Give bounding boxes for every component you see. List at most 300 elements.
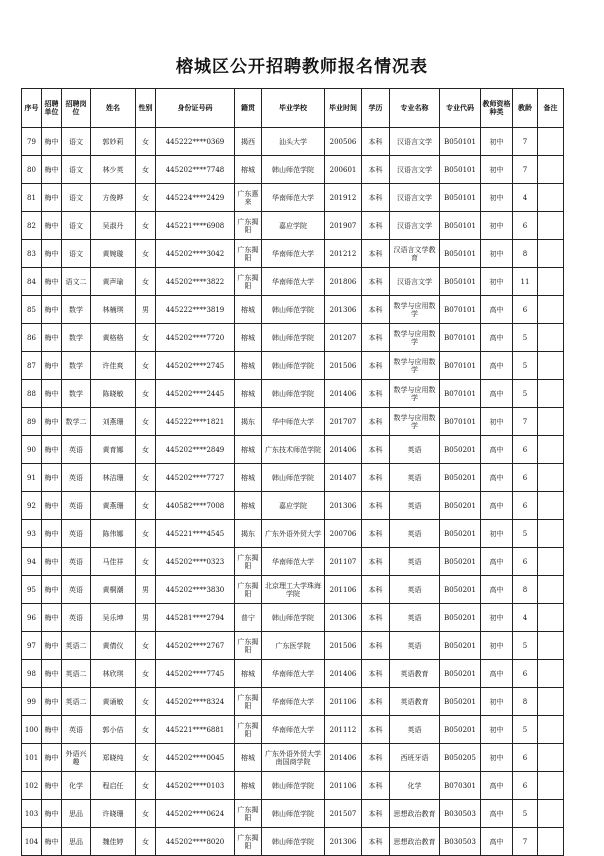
table-cell: 梅中 — [42, 604, 62, 632]
table-cell: 本科 — [362, 520, 390, 548]
table-cell: 6 — [513, 548, 538, 576]
table-cell: 445202****7745 — [156, 660, 235, 688]
table-cell: 201207 — [325, 324, 362, 352]
table-cell — [538, 800, 564, 828]
table-cell: 5 — [513, 520, 538, 548]
table-cell: 高中 — [481, 772, 513, 800]
table-cell: 本科 — [362, 744, 390, 772]
table-cell: 本科 — [362, 632, 390, 660]
table-cell: 97 — [22, 632, 42, 660]
table-cell: 女 — [136, 744, 156, 772]
table-cell: 82 — [22, 212, 42, 240]
table-row — [22, 800, 564, 828]
table-cell: 5 — [513, 324, 538, 352]
table-cell: 嘉应学院 — [262, 212, 325, 240]
table-cell: 黄诵敏 — [91, 688, 136, 716]
table-cell: 高中 — [481, 324, 513, 352]
table-cell: 初中 — [481, 212, 513, 240]
table-cell: 广东外语外贸大学南国商学院 — [262, 744, 325, 772]
table-cell: 梅中 — [42, 632, 62, 660]
table-cell: 英语教育 — [390, 688, 440, 716]
table-cell: 数学与应用数学 — [390, 380, 440, 408]
table-cell: 201806 — [325, 268, 362, 296]
table-cell: 本科 — [362, 492, 390, 520]
table-cell: 98 — [22, 660, 42, 688]
table-cell: 84 — [22, 268, 42, 296]
table-cell: B050201 — [440, 660, 481, 688]
table-row — [22, 156, 564, 184]
table-cell: 广东揭阳 — [235, 688, 262, 716]
table-cell: 林洁珊 — [91, 464, 136, 492]
table-cell: 高中 — [481, 576, 513, 604]
table-cell: 语文 — [62, 184, 91, 212]
table-cell: 梅中 — [42, 828, 62, 856]
table-cell: 201506 — [325, 632, 362, 660]
table-cell: 英语 — [62, 520, 91, 548]
table-cell: 榕城 — [235, 156, 262, 184]
table-cell: B050101 — [440, 240, 481, 268]
table-cell: 201106 — [325, 772, 362, 800]
table-cell: 广东揭阳 — [235, 576, 262, 604]
table-cell — [538, 576, 564, 604]
table-cell: 201907 — [325, 212, 362, 240]
table-cell: 思想政治教育 — [390, 800, 440, 828]
table-cell: 梅中 — [42, 464, 62, 492]
table-cell: 90 — [22, 436, 42, 464]
table-cell — [538, 380, 564, 408]
table-cell — [538, 660, 564, 688]
table-cell: 445222****3819 — [156, 296, 235, 324]
table-cell: B050101 — [440, 184, 481, 212]
table-cell: 201306 — [325, 604, 362, 632]
table-cell: 200506 — [325, 128, 362, 156]
table-cell: 92 — [22, 492, 42, 520]
table-cell: 本科 — [362, 660, 390, 688]
table-cell: B070101 — [440, 324, 481, 352]
table-cell: 本科 — [362, 716, 390, 744]
table-cell: 201406 — [325, 744, 362, 772]
table-cell: 郭妙莉 — [91, 128, 136, 156]
table-cell: 445202****8020 — [156, 828, 235, 856]
table-cell: 外语兴趣 — [62, 744, 91, 772]
table-cell: B030503 — [440, 800, 481, 828]
table-cell: B070101 — [440, 296, 481, 324]
table-cell: 本科 — [362, 576, 390, 604]
table-cell: 201112 — [325, 716, 362, 744]
table-cell: 女 — [136, 492, 156, 520]
table-cell: B050101 — [440, 156, 481, 184]
table-row — [22, 464, 564, 492]
table-cell: 440582****7008 — [156, 492, 235, 520]
table-cell: 93 — [22, 520, 42, 548]
table-cell: 445222****1821 — [156, 408, 235, 436]
table-header-row — [22, 89, 564, 128]
column-header: 备注 — [538, 89, 564, 128]
table-cell: 高中 — [481, 548, 513, 576]
table-cell: 广东揭阳 — [235, 268, 262, 296]
table-cell: 本科 — [362, 128, 390, 156]
table-cell: 8 — [513, 240, 538, 268]
table-cell: 广东揭阳 — [235, 800, 262, 828]
table-cell: 高中 — [481, 436, 513, 464]
table-row — [22, 492, 564, 520]
table-cell: 201106 — [325, 576, 362, 604]
table-cell: B050101 — [440, 268, 481, 296]
column-header: 序号 — [22, 89, 42, 128]
table-cell: 初中 — [481, 184, 513, 212]
table-cell: 数学 — [62, 296, 91, 324]
table-row — [22, 660, 564, 688]
table-cell: 广东揭阳 — [235, 548, 262, 576]
table-cell: 本科 — [362, 548, 390, 576]
table-cell: 445222****0369 — [156, 128, 235, 156]
table-cell: 高中 — [481, 296, 513, 324]
column-header: 身份证号码 — [156, 89, 235, 128]
table-cell: 韩山师范学院 — [262, 156, 325, 184]
table-cell: 英语 — [390, 548, 440, 576]
table-cell: 初中 — [481, 744, 513, 772]
column-header: 教龄 — [513, 89, 538, 128]
table-cell: B050201 — [440, 604, 481, 632]
column-header: 毕业时间 — [325, 89, 362, 128]
table-cell: 广东揭阳 — [235, 716, 262, 744]
table-cell — [538, 240, 564, 268]
table-cell: 梅中 — [42, 240, 62, 268]
table-cell: 本科 — [362, 296, 390, 324]
table-cell: 韩山师范学院 — [262, 380, 325, 408]
column-header: 教师资格种类 — [481, 89, 513, 128]
table-cell: 5 — [513, 800, 538, 828]
table-cell: 女 — [136, 156, 156, 184]
table-cell: B070301 — [440, 772, 481, 800]
table-cell: B050201 — [440, 688, 481, 716]
table-cell: 445202****8324 — [156, 688, 235, 716]
column-header: 招聘单位 — [42, 89, 62, 128]
table-cell: 梅中 — [42, 660, 62, 688]
table-cell: 普宁 — [235, 604, 262, 632]
table-cell: 英语 — [390, 436, 440, 464]
table-body — [22, 128, 564, 856]
table-cell: 语文 — [62, 128, 91, 156]
table-cell — [538, 212, 564, 240]
table-cell: 梅中 — [42, 576, 62, 604]
table-cell: 初中 — [481, 268, 513, 296]
table-cell: 女 — [136, 408, 156, 436]
table-cell: 11 — [513, 268, 538, 296]
page-title: 榕城区公开招聘教师报名情况表 — [176, 57, 428, 77]
table-cell: 思想政治教育 — [390, 828, 440, 856]
table-cell: 方俊晔 — [91, 184, 136, 212]
table-cell: 79 — [22, 128, 42, 156]
table-cell — [538, 632, 564, 660]
table-cell: 初中 — [481, 716, 513, 744]
table-cell: 华南师范大学 — [262, 184, 325, 212]
table-cell: B050201 — [440, 520, 481, 548]
table-cell: 高中 — [481, 828, 513, 856]
table-cell — [538, 492, 564, 520]
table-cell: 广东揭阳 — [235, 212, 262, 240]
table-cell: 男 — [136, 576, 156, 604]
table-row — [22, 296, 564, 324]
table-cell: 高中 — [481, 800, 513, 828]
table-cell: 5 — [513, 632, 538, 660]
table-cell: B050201 — [440, 716, 481, 744]
table-cell — [538, 548, 564, 576]
table-cell: 男 — [136, 604, 156, 632]
column-header: 学历 — [362, 89, 390, 128]
table-cell: 高中 — [481, 380, 513, 408]
table-cell — [538, 716, 564, 744]
table-cell: B050201 — [440, 576, 481, 604]
table-cell: 本科 — [362, 352, 390, 380]
table-cell: 刘燕珊 — [91, 408, 136, 436]
table-cell: 445202****7748 — [156, 156, 235, 184]
table-cell: 英语 — [62, 492, 91, 520]
table-cell: 7 — [513, 828, 538, 856]
table-cell: 化学 — [390, 772, 440, 800]
table-cell: 榕城 — [235, 492, 262, 520]
table-cell: 4 — [513, 184, 538, 212]
table-cell: 6 — [513, 744, 538, 772]
table-cell: 英语 — [390, 464, 440, 492]
table-cell: 汉语言文学 — [390, 184, 440, 212]
table-cell: 200601 — [325, 156, 362, 184]
table-cell: 7 — [513, 128, 538, 156]
table-cell: 高中 — [481, 660, 513, 688]
table-cell: 女 — [136, 828, 156, 856]
table-cell: 女 — [136, 772, 156, 800]
table-cell: 445202****7727 — [156, 464, 235, 492]
table-cell: 韩山师范学院 — [262, 800, 325, 828]
table-cell: 96 — [22, 604, 42, 632]
table-cell: 本科 — [362, 240, 390, 268]
table-cell: 榕城 — [235, 744, 262, 772]
table-cell: 201506 — [325, 352, 362, 380]
table-cell: 女 — [136, 632, 156, 660]
table-cell: 初中 — [481, 520, 513, 548]
table-cell: 华南师范大学 — [262, 548, 325, 576]
table-cell: B070101 — [440, 408, 481, 436]
table-cell: 英语 — [390, 632, 440, 660]
table-cell: 6 — [513, 212, 538, 240]
table-cell — [538, 408, 564, 436]
column-header: 招聘岗位 — [62, 89, 91, 128]
table-cell: 英语二 — [62, 660, 91, 688]
table-row — [22, 576, 564, 604]
table-cell: 本科 — [362, 688, 390, 716]
table-cell: 榕城 — [235, 660, 262, 688]
table-cell: 80 — [22, 156, 42, 184]
table-cell: 女 — [136, 436, 156, 464]
table-cell: 201306 — [325, 492, 362, 520]
table-cell: 汉语言文学 — [390, 128, 440, 156]
table-cell: 女 — [136, 324, 156, 352]
table-cell: 201212 — [325, 240, 362, 268]
table-cell — [538, 296, 564, 324]
table-cell: 汉语言文学教育 — [390, 240, 440, 268]
table-cell: 201507 — [325, 800, 362, 828]
table-cell: 广东惠来 — [235, 184, 262, 212]
table-cell — [538, 520, 564, 548]
table-cell: 女 — [136, 352, 156, 380]
table-cell: 魏佳婷 — [91, 828, 136, 856]
table-cell: 梅中 — [42, 744, 62, 772]
table-cell: 华中师范大学 — [262, 408, 325, 436]
table-cell: 91 — [22, 464, 42, 492]
table-row — [22, 828, 564, 856]
table-cell: 思品 — [62, 828, 91, 856]
table-cell: 语文 — [62, 156, 91, 184]
table-row — [22, 716, 564, 744]
table-cell: B070101 — [440, 352, 481, 380]
table-cell: 本科 — [362, 604, 390, 632]
table-cell: 本科 — [362, 772, 390, 800]
table-cell: 445202****2767 — [156, 632, 235, 660]
table-cell: 西班牙语 — [390, 744, 440, 772]
table-cell: 广东揭阳 — [235, 828, 262, 856]
table-row — [22, 744, 564, 772]
table-cell: 445202****2445 — [156, 380, 235, 408]
table-cell: 思品 — [62, 800, 91, 828]
table-cell: 英语 — [62, 436, 91, 464]
table-cell: 94 — [22, 548, 42, 576]
table-cell: 女 — [136, 240, 156, 268]
table-cell: 梅中 — [42, 408, 62, 436]
table-cell: 高中 — [481, 352, 513, 380]
table-cell: 许佳爽 — [91, 352, 136, 380]
table-cell: 6 — [513, 772, 538, 800]
table-cell: 数学 — [62, 380, 91, 408]
table-cell: 华南师范大学 — [262, 268, 325, 296]
table-cell: 英语 — [62, 464, 91, 492]
table-cell: 445221****6908 — [156, 212, 235, 240]
table-cell — [538, 772, 564, 800]
column-header: 籍贯 — [235, 89, 262, 128]
table-cell: 445202****2849 — [156, 436, 235, 464]
table-cell — [538, 688, 564, 716]
table-cell: 梅中 — [42, 492, 62, 520]
table-cell: 黄燕珊 — [91, 492, 136, 520]
table-cell: 445202****3042 — [156, 240, 235, 268]
table-cell: 汕头大学 — [262, 128, 325, 156]
table-cell: 梅中 — [42, 296, 62, 324]
table-cell: 本科 — [362, 184, 390, 212]
table-cell: 101 — [22, 744, 42, 772]
table-cell: 女 — [136, 268, 156, 296]
table-row — [22, 184, 564, 212]
table-cell: 梅中 — [42, 716, 62, 744]
table-cell: 英语二 — [62, 632, 91, 660]
column-header: 毕业学校 — [262, 89, 325, 128]
table-cell — [538, 184, 564, 212]
table-cell: 华南师范大学 — [262, 716, 325, 744]
table-cell: B050201 — [440, 548, 481, 576]
table-cell: 女 — [136, 464, 156, 492]
table-cell: 445224****2429 — [156, 184, 235, 212]
table-cell: 韩山师范学院 — [262, 772, 325, 800]
table-cell: 华南师范大学 — [262, 240, 325, 268]
table-cell: B050201 — [440, 436, 481, 464]
table-cell: B050201 — [440, 632, 481, 660]
table-cell: 104 — [22, 828, 42, 856]
applicant-table — [21, 88, 564, 856]
table-cell: 广东揭阳 — [235, 240, 262, 268]
table-cell: 6 — [513, 660, 538, 688]
table-cell — [538, 828, 564, 856]
table-cell: 201406 — [325, 660, 362, 688]
table-cell: 程启任 — [91, 772, 136, 800]
table-cell: 5 — [513, 352, 538, 380]
table-cell: 201407 — [325, 464, 362, 492]
table-cell: 5 — [513, 716, 538, 744]
table-cell: 95 — [22, 576, 42, 604]
table-cell: 6 — [513, 464, 538, 492]
table-cell: 女 — [136, 548, 156, 576]
table-cell: 男 — [136, 296, 156, 324]
table-cell: 103 — [22, 800, 42, 828]
table-cell: 梅中 — [42, 380, 62, 408]
table-cell: 嘉应学院 — [262, 492, 325, 520]
table-cell: 201306 — [325, 828, 362, 856]
table-cell: 郭小佶 — [91, 716, 136, 744]
table-cell: 102 — [22, 772, 42, 800]
table-cell: 本科 — [362, 436, 390, 464]
table-cell: 85 — [22, 296, 42, 324]
table-cell: 初中 — [481, 408, 513, 436]
table-cell: 陈伟娜 — [91, 520, 136, 548]
table-cell: 初中 — [481, 128, 513, 156]
table-cell: 陈晓敏 — [91, 380, 136, 408]
table-row — [22, 212, 564, 240]
table-cell: 83 — [22, 240, 42, 268]
table-cell: 200706 — [325, 520, 362, 548]
table-cell: 榕城 — [235, 464, 262, 492]
table-cell: 初中 — [481, 604, 513, 632]
table-cell: 女 — [136, 520, 156, 548]
table-cell: 初中 — [481, 156, 513, 184]
table-cell: 语文二 — [62, 268, 91, 296]
table-cell: 初中 — [481, 240, 513, 268]
table-cell: 韩山师范学院 — [262, 296, 325, 324]
table-cell: 87 — [22, 352, 42, 380]
table-cell: 数学 — [62, 324, 91, 352]
table-cell: 英语 — [390, 716, 440, 744]
table-cell: 6 — [513, 296, 538, 324]
table-cell: 广东医学院 — [262, 632, 325, 660]
table-cell: 汉语言文学 — [390, 268, 440, 296]
table-cell: 英语二 — [62, 688, 91, 716]
table-cell: 黄声瑜 — [91, 268, 136, 296]
table-cell: 英语 — [390, 604, 440, 632]
table-row — [22, 772, 564, 800]
table-cell: 本科 — [362, 212, 390, 240]
table-cell: 广东技术师范学院 — [262, 436, 325, 464]
table-cell — [538, 436, 564, 464]
table-cell: 郑晓纯 — [91, 744, 136, 772]
table-cell: 英语 — [62, 604, 91, 632]
table-row — [22, 604, 564, 632]
table-cell: 445221****4545 — [156, 520, 235, 548]
table-cell: 广东揭阳 — [235, 632, 262, 660]
table-cell: 数学二 — [62, 408, 91, 436]
table-cell: 初中 — [481, 688, 513, 716]
table-cell: 女 — [136, 688, 156, 716]
table-cell: 榕城 — [235, 436, 262, 464]
table-cell: 英语 — [390, 520, 440, 548]
table-row — [22, 688, 564, 716]
column-header: 姓名 — [91, 89, 136, 128]
table-cell: 汉语言文学 — [390, 212, 440, 240]
